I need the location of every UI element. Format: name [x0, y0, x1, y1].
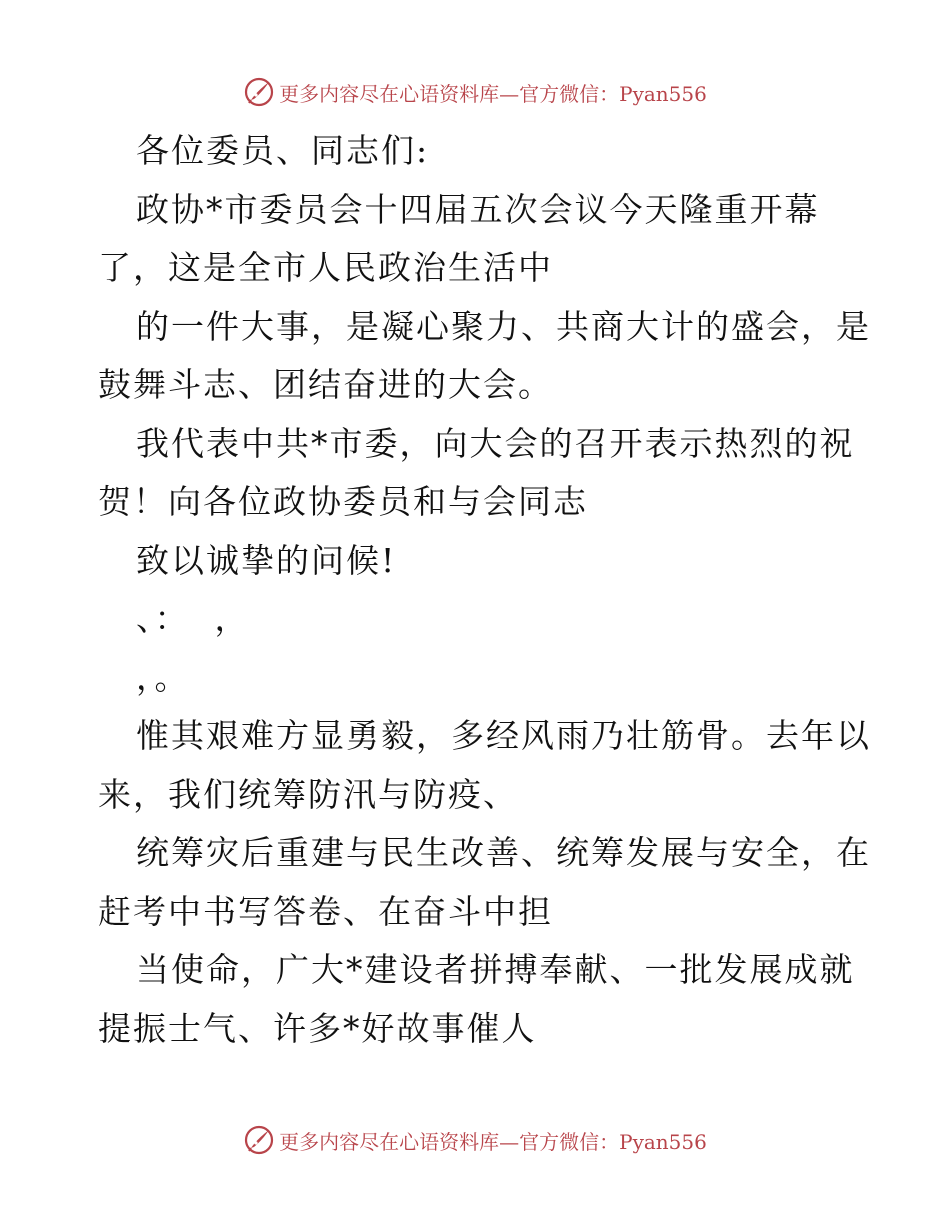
header-banner-text: 更多内容尽在心语资料库—官方微信：Pyan556: [279, 81, 707, 106]
header-banner: [0, 72, 950, 112]
paragraph-line: 当使命，广大*建设者拼搏奉献、一批发展成就: [136, 950, 855, 989]
paragraph-line: 了，这是全市人民政治生活中: [98, 248, 553, 287]
footer-banner: [0, 1120, 950, 1160]
paragraph-line: 赶考中书写答卷、在奋斗中担: [98, 891, 553, 931]
paragraph-line: 致以诚挚的问候!: [136, 540, 397, 580]
document-body: [98, 122, 871, 1058]
paragraph-line: 各位委员、同志们:: [136, 131, 430, 170]
paragraph-line: 惟其艰难方显勇毅，多经风雨乃壮筋骨。去年以: [136, 716, 871, 755]
paragraph-line: 我代表中共*市委，向大会的召开表示热烈的祝: [136, 423, 855, 463]
quill-pen-logo-icon: [243, 1124, 275, 1156]
paragraph-line: 贺！向各位政协委员和与会同志: [98, 482, 588, 521]
paragraph-line: ，。: [136, 657, 190, 697]
paragraph-line: 、： ，: [136, 599, 250, 638]
paragraph-line: 来，我们统筹防汛与防疫、: [98, 774, 518, 814]
footer-banner-text: 更多内容尽在心语资料库—官方微信：Pyan556: [279, 1129, 707, 1154]
paragraph-line: 统筹灾后重建与民生改善、统筹发展与安全，在: [136, 833, 871, 872]
paragraph-line: 的一件大事，是凝心聚力、共商大计的盛会，是: [136, 306, 871, 346]
paragraph-line: 政协*市委员会十四届五次会议今天隆重开幕: [136, 189, 820, 229]
paragraph-line: 鼓舞斗志、团结奋进的大会。: [98, 365, 553, 404]
paragraph-line: 提振士气、许多*好故事催人: [98, 1008, 537, 1048]
quill-pen-logo-icon: [243, 76, 275, 108]
